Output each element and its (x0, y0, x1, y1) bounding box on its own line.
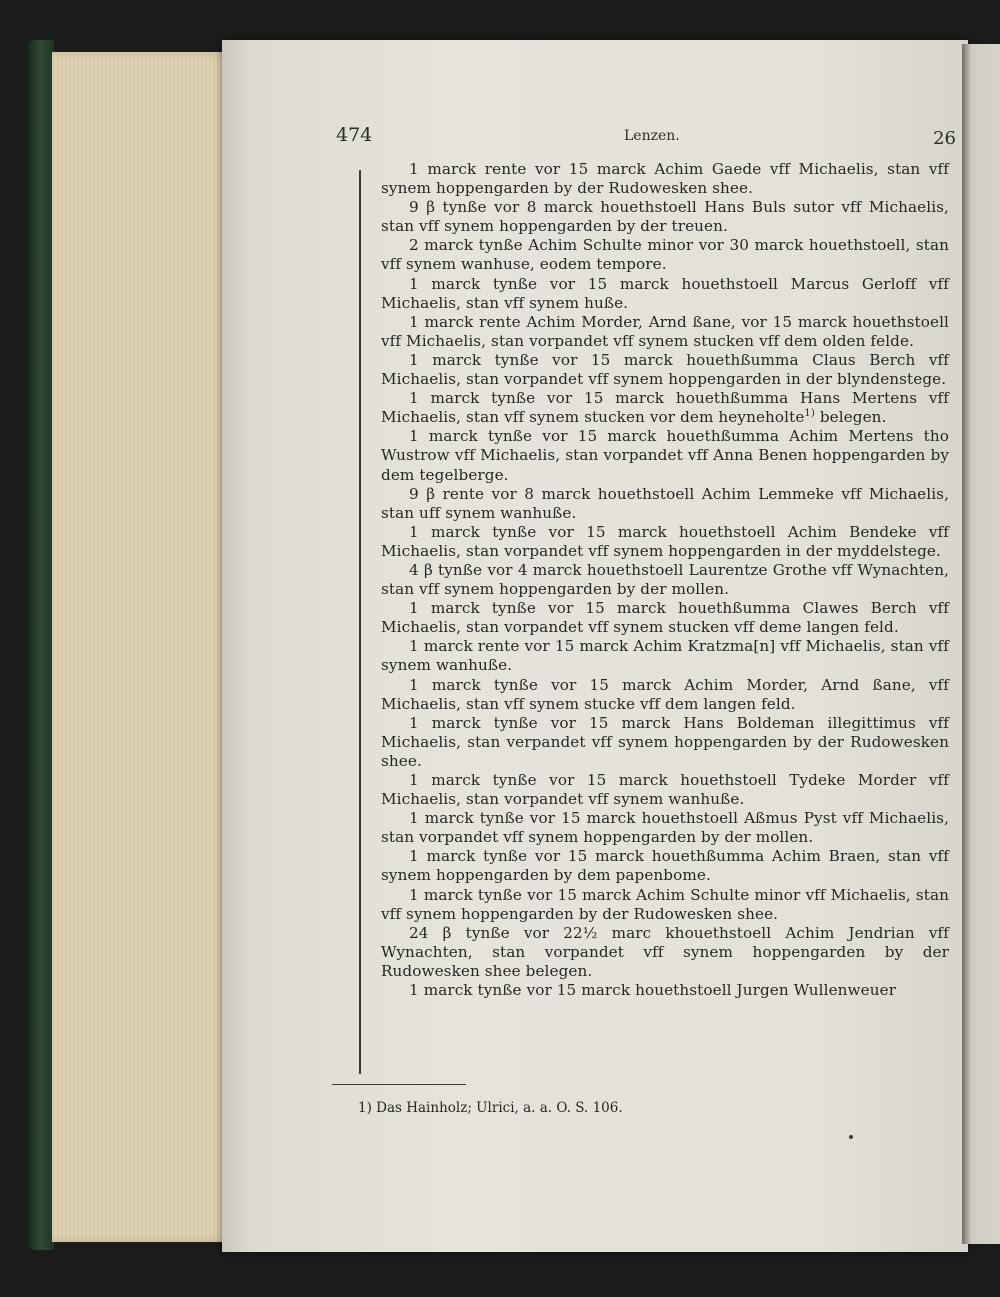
body-text (381, 160, 949, 1000)
paragraph-text: 1 marck tynße vor 15 marck houethßumma Hans Mertens vff Michaelis, stan vff synem stucken vor dem heyneholte (381, 389, 949, 427)
paragraph: 1 marck rente vor 15 marck Achim Gaede vff Michaelis, stan vff synem hoppengarden by der Rudowesken shee. (381, 160, 949, 198)
footnote: 1) Das Hainholz; Ulrici, a. a. O. S. 106. (358, 1100, 623, 1116)
paragraph: 9 β tynße vor 8 marck houethstoell Hans Buls sutor vff Michaelis, stan vff synem hoppengarden by der treuen. (381, 198, 949, 236)
paragraph: 4 β tynße vor 4 marck houethstoell Laurentze Grothe vff Wynachten, stan vff synem hoppengarden by der mollen. (381, 560, 949, 599)
paragraph: 1 marck tynße vor 15 marck houethstoell Marcus Gerloff vff Michaelis, stan vff synem huße. (381, 274, 949, 312)
page-number-left: 474 (336, 124, 373, 146)
footnote-reference: 1) (804, 408, 815, 420)
paragraph: 1 marck tynße vor 15 marck houethßumma Achim Mertens tho Wustrow vff Michaelis, stan vorpandet vff Anna Benen hoppengarden by dem tegelberge. (381, 427, 949, 484)
paragraph: 1 marck tynße vor 15 marck houethstoell Jurgen Wullenweuer (409, 981, 897, 1000)
paragraph: 24 β tynße vor 22½ marc khouethstoell Achim Jendrian vff Wynachten, stan vorpandet vff synem hoppengarden by der Rudowesken shee belegen. (381, 923, 949, 980)
paragraph: 9 β rente vor 8 marck houethstoell Achim Lemmeke vff Michaelis, stan uff synem wanhuße. (381, 484, 949, 522)
page-header (336, 124, 956, 150)
margin-rule (359, 170, 361, 1074)
page-number-right: 26 (933, 128, 956, 149)
footnote-rule (332, 1084, 466, 1085)
ink-spot (849, 1135, 853, 1139)
paragraph: 1 marck tynße vor 15 marck houethßumma Achim Braen, stan vff synem hoppengarden by dem papenbome. (381, 847, 949, 885)
paragraph: 1 marck tynße vor 15 marck houethßumma Clawes Berch vff Michaelis, stan vorpandet vff synem stucken vff deme langen feld. (381, 599, 949, 637)
paragraph: 1 marck rente vor 15 marck Achim Kratzma[n] vff Michaelis, stan vff synem wanhuße. (381, 637, 949, 675)
paragraph: 1 marck tynße vor 15 marck houethstoell Aßmus Pyst vff Michaelis, stan vorpandet vff synem hoppengarden by der mollen. (381, 809, 949, 847)
paragraph: 2 marck tynße Achim Schulte minor vor 30 marck houethstoell, stan vff synem wanhuse, eodem tempore. (381, 236, 949, 274)
book-cover-edge (28, 40, 54, 1250)
paragraph: 1 marck tynße vor 15 marck houethstoell Achim Bendeke vff Michaelis, stan vorpandet vff synem hoppengarden in der myddelstege. (381, 522, 949, 560)
paragraph: 1 marck tynße vor 15 marck houethßumma Claus Berch vff Michaelis, stan vorpandet vff synem hoppengarden in der blyndenstege. (381, 350, 949, 389)
paragraph: 1 marck tynße vor 15 marck Hans Boldeman illegittimus vff Michaelis, stan verpandet vff synem hoppengarden by der Rudowesken shee. (381, 713, 949, 770)
next-page-edge (962, 44, 1000, 1244)
running-title: Lenzen. (624, 128, 680, 144)
paragraph: 1 marck tynße vor 15 marck Achim Morder, Arnd ßane, vff Michaelis, stan vff synem stucke vff dem langen feld. (381, 675, 949, 713)
paragraph (381, 389, 949, 427)
page-stack (52, 52, 242, 1242)
paragraph: 1 marck tynße vor 15 marck houethstoell Tydeke Morder vff Michaelis, stan vorpandet vff synem wanhuße. (381, 771, 949, 809)
paragraph: 1 marck rente Achim Morder, Arnd ßane, vor 15 marck houethstoell vff Michaelis, stan vorpandet vff synem stucken vff dem olden felde. (381, 312, 949, 350)
paragraph-text-end: belegen. (814, 408, 887, 427)
paragraph: 1 marck tynße vor 15 marck Achim Schulte minor vff Michaelis, stan vff synem hoppengarden by der Rudowesken shee. (381, 885, 949, 923)
